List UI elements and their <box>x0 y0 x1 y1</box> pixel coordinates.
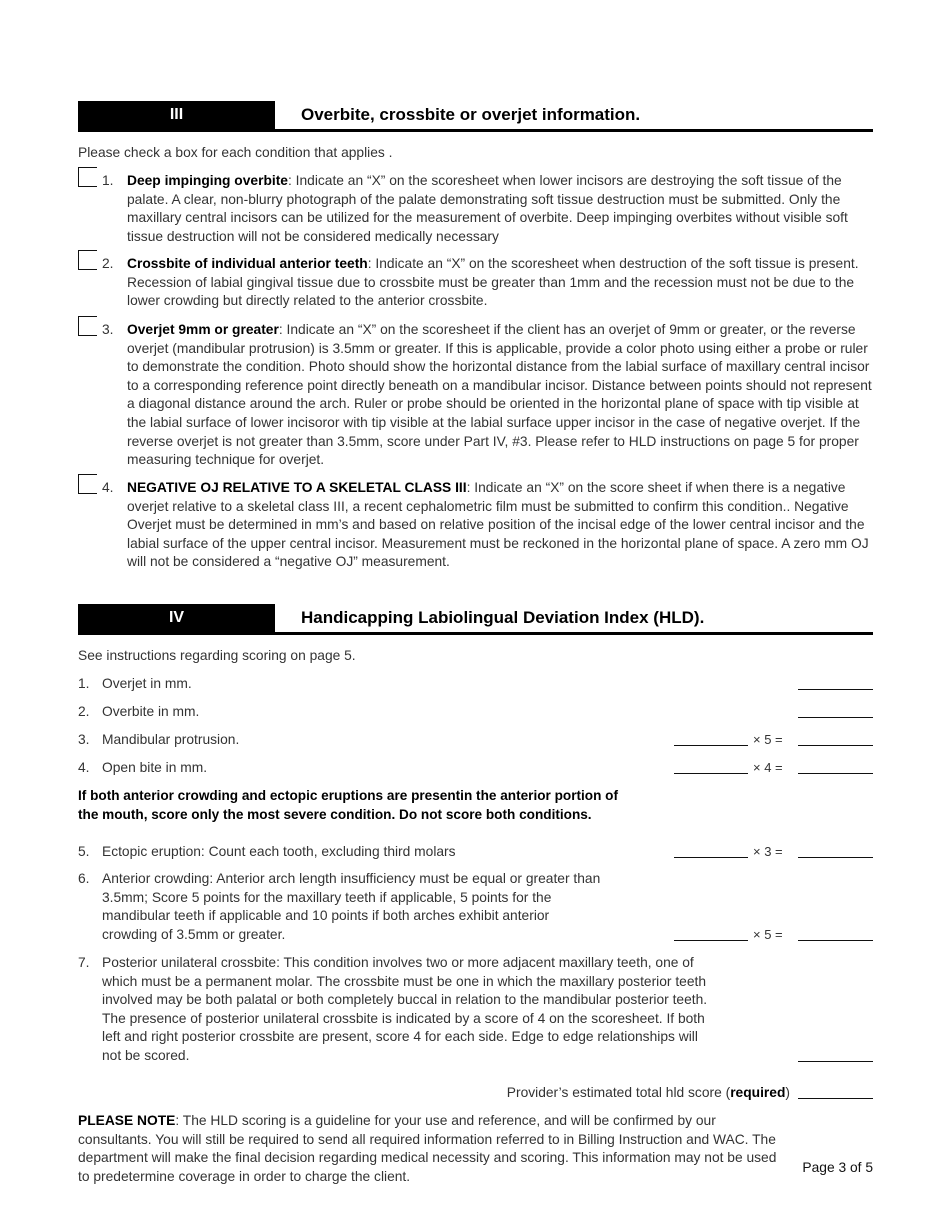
hld-item-6-multiplier: × 5 = <box>753 927 783 942</box>
condition-2-text <box>127 255 875 311</box>
hld-item-7-number: 7. <box>78 955 90 970</box>
section-3-number: III <box>78 101 275 129</box>
section-4-intro: See instructions regarding scoring on page 5. <box>78 648 356 663</box>
total-score-required: required <box>730 1085 786 1100</box>
condition-3-text <box>127 321 875 470</box>
section-3-intro: Please check a box for each condition that applies . <box>78 145 393 160</box>
hld-item-4-value-field[interactable] <box>674 773 748 774</box>
hld-item-2-score-field[interactable] <box>798 717 873 718</box>
please-note-text: : The HLD scoring is a guideline for your use and reference, and will be confirmed by our consultants. You will still be required to send all required information referred to in Billing Instruction and WAC. The department will make the final decision regarding medical necessity and scoring. This information may not be used to predetermine coverage in order to charge the client. <box>78 1113 777 1184</box>
condition-4-title: NEGATIVE OJ RELATIVE TO A SKELETAL CLASS III <box>127 480 467 495</box>
please-note-label: PLEASE NOTE <box>78 1113 176 1128</box>
hld-item-3-multiplier: × 5 = <box>753 732 783 747</box>
condition-2-title: Crossbite of individual anterior teeth <box>127 256 368 271</box>
condition-4-number: 4. <box>102 480 114 495</box>
condition-1-text <box>127 172 875 246</box>
section-4-header <box>78 604 873 635</box>
condition-3-description: : Indicate an “X” on the scoresheet if the client has an overjet of 9mm or greater, or the reverse overjet (mandibular protrusion) is 3.5mm or greater. If this is applicable, provide a color photo using either a probe or ruler to demonstrate the condition. Photo should show the horizontal distance from the labial surface of maxillary central incisor to a corresponding reference point directly beneath on a mandibular incisor. Distance between points should not represent a diagonal distance around the arch. Ruler or probe should be oriented in the horizontal plane of space with tip visible at the labial surface of lower incisoror with tip visible at the labial surface upper incisor in the case of negative overjet. If the reverse overjet is not greater than 3.5mm, score under Part IV, #3. Please refer to HLD instructions on page 5 for proper measuring technique for overjet. <box>127 322 872 468</box>
please-note <box>78 1112 783 1186</box>
section-3-title: Overbite, crossbite or overjet information. <box>301 105 641 124</box>
page-number: Page 3 of 5 <box>802 1160 873 1175</box>
hld-item-6-number: 6. <box>78 871 90 886</box>
hld-item-1-number: 1. <box>78 676 90 691</box>
hld-item-5-value-field[interactable] <box>674 857 748 858</box>
hld-item-4-multiplier: × 4 = <box>753 760 783 775</box>
hld-item-5-score-field[interactable] <box>798 857 873 858</box>
condition-2-description: : Indicate an “X” on the scoresheet when destruction of the soft tissue is present. Recession of labial gingival tissue due to crossbite must be greater than 1mm and the recession must not be due to the lower crowding but directly related to the anterior crossbite. <box>127 256 859 309</box>
condition-2-number: 2. <box>102 256 114 271</box>
section-4-title: Handicapping Labiolingual Deviation Index (HLD). <box>301 608 705 627</box>
hld-item-2-number: 2. <box>78 704 90 719</box>
condition-1-checkbox[interactable] <box>78 167 97 187</box>
hld-item-3-score-field[interactable] <box>798 745 873 746</box>
condition-2-checkbox[interactable] <box>78 250 97 270</box>
condition-1-number: 1. <box>102 173 114 188</box>
hld-item-7-label: Posterior unilateral crossbite: This condition involves two or more adjacent maxillary teeth, one of which must be a permanent molar. The crossbite must be one in which the maxillary posterior teeth involved may be both palatal or both completely buccal in relation to the mandibular posterior teeth. The presence of posterior unilateral crossbite is indicated by a score of 4 on the scoresheet. If both left and right posterior crossbite are present, score 4 for each side. Edge to edge relationships will not be scored. <box>102 955 708 1063</box>
crowding-ectopic-note: If both anterior crowding and ectopic eruptions are presentin the anterior portion of the mouth, score only the most severe condition. Do not score both conditions. <box>78 788 619 822</box>
hld-item-6-value-field[interactable] <box>674 940 748 941</box>
hld-item-4-score-field[interactable] <box>798 773 873 774</box>
hld-item-3-value-field[interactable] <box>674 745 748 746</box>
total-score-label-post: ) <box>785 1085 790 1100</box>
condition-4-checkbox[interactable] <box>78 474 97 494</box>
hld-item-6-label: Anterior crowding: Anterior arch length insufficiency must be equal or greater than 3.5mm; Score 5 points for the maxillary teeth if applicable, 5 points for the mandibular teeth if applicable and 10 points if both arches exhibit anterior crowding of 3.5mm or greater. <box>102 871 601 942</box>
hld-item-4-label: Open bite in mm. <box>102 760 208 775</box>
condition-4-description: : Indicate an “X” on the score sheet if when there is a negative overjet relative to a skeletal class III, a recent cephalometric film must be submitted to confirm this condition.. Negative Overjet must be determined in mm’s and based on relative position of the incisal edge of the lower central incisor and the labial surface of the upper central incisor. Measurement must be reckoned in the horizontal plane of space. A zero mm OJ will not be considered a “negative OJ” measurement. <box>127 480 869 570</box>
hld-item-2-label: Overbite in mm. <box>102 704 200 719</box>
hld-item-3-number: 3. <box>78 732 90 747</box>
section-4-number: IV <box>78 604 275 632</box>
hld-item-1-label: Overjet in mm. <box>102 676 192 691</box>
hld-item-6-score-field[interactable] <box>798 940 873 941</box>
hld-item-5-label: Ectopic eruption: Count each tooth, excluding third molars <box>102 844 456 859</box>
condition-3-checkbox[interactable] <box>78 316 97 336</box>
condition-3-title: Overjet 9mm or greater <box>127 322 279 337</box>
total-score-label-pre: Provider’s estimated total hld score ( <box>506 1085 731 1100</box>
section-3-header <box>78 101 873 132</box>
hld-item-5-number: 5. <box>78 844 90 859</box>
total-score-label <box>400 1084 790 1103</box>
total-score-field[interactable] <box>798 1098 873 1099</box>
hld-item-3-label: Mandibular protrusion. <box>102 732 240 747</box>
hld-item-5-multiplier: × 3 = <box>753 844 783 859</box>
condition-1-title: Deep impinging overbite <box>127 173 288 188</box>
hld-item-7-score-field[interactable] <box>798 1061 873 1062</box>
hld-item-1-score-field[interactable] <box>798 689 873 690</box>
condition-3-number: 3. <box>102 322 114 337</box>
condition-4-text <box>127 479 875 572</box>
hld-item-4-number: 4. <box>78 760 90 775</box>
condition-1-description: : Indicate an “X” on the scoresheet when lower incisors are destroying the soft tissue of the palate. A clear, non-blurry photograph of the palate demonstrating soft tissue destruction must be submitted. Only the maxillary central incisors can be utilized for the measurement of overbite. Deep impinging overbites without visible soft tissue destruction will not be considered medically necessary <box>127 173 848 244</box>
